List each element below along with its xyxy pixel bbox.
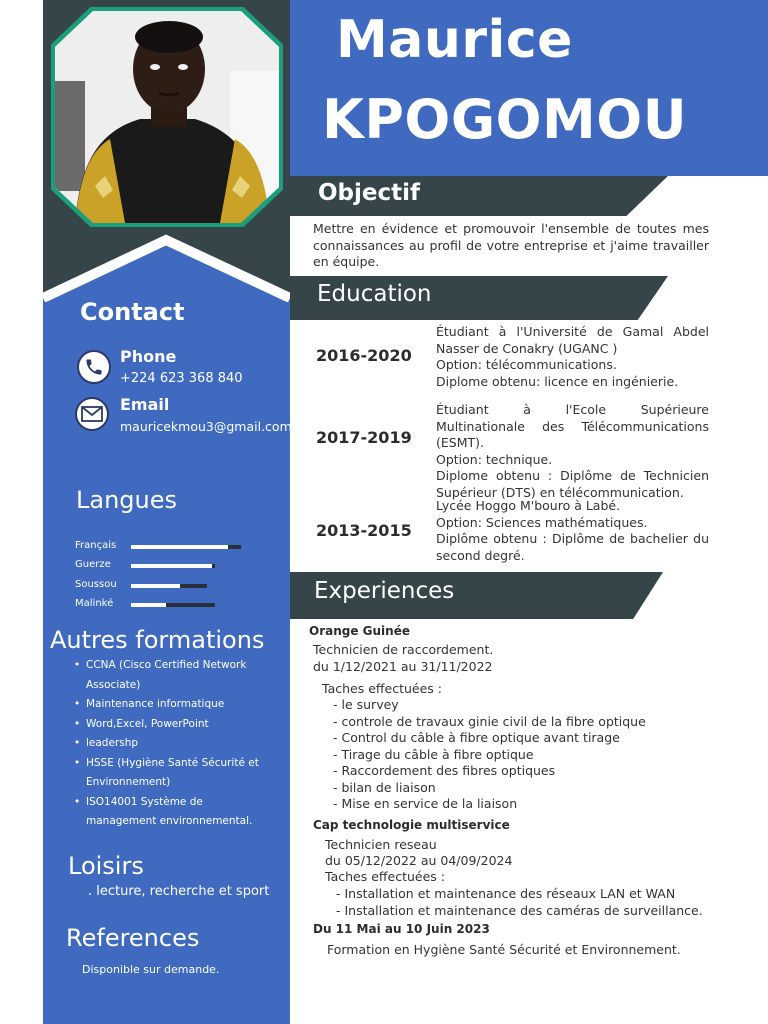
education-line: Option: technique. (436, 451, 553, 467)
language-row (75, 598, 275, 612)
experience-role: Technicien de raccordement. (313, 642, 494, 657)
experience-tasks-label: Taches effectuées : (322, 681, 442, 696)
education-description (436, 402, 709, 501)
education-years: 2017-2019 (316, 428, 412, 447)
education-line: Option: Sciences mathématiques. (436, 514, 648, 530)
list-item: - Tirage du câble à fibre optique (333, 747, 646, 764)
list-item: • ISO14001 Système de management environnemental. (72, 793, 272, 832)
language-row (75, 579, 275, 593)
language-level-fill (131, 545, 228, 549)
education-heading: Education (317, 281, 432, 307)
phone-icon (77, 350, 111, 384)
email-label: Email (120, 395, 170, 414)
experience-company: Orange Guinée (309, 624, 410, 638)
language-level-bar (131, 545, 241, 549)
education-line: Étudiant à l'Ecole Supérieure Multinationale des Télécommunications (ESMT). (436, 402, 709, 450)
email-address[interactable]: mauricekmou3@gmail.com (120, 419, 292, 434)
education-line: Diplôme obtenu : Diplôme de bachelier du second degré. (436, 531, 709, 563)
experience-tasks (333, 697, 646, 813)
experience-tasks-label: Taches effectuées : (325, 869, 445, 884)
first-name: Maurice (336, 10, 573, 70)
experience-description: Formation en Hygiène Santé Sécurité et Environnement. (327, 942, 681, 957)
language-level-bar (131, 564, 215, 568)
language-row (75, 559, 275, 573)
list-item: - le survey (333, 697, 646, 714)
language-level-fill (131, 564, 212, 568)
list-item: • leadershp (72, 734, 272, 754)
language-row (75, 540, 275, 554)
phone-label: Phone (120, 347, 177, 366)
experience-company: Du 11 Mai au 10 Juin 2023 (313, 922, 490, 936)
languages-heading: Langues (76, 486, 178, 514)
references-text: Disponible sur demande. (82, 963, 220, 976)
profile-photo-frame (51, 7, 283, 227)
list-item: • Maintenance informatique (72, 695, 272, 715)
list-item: - Installation et maintenance des caméras de surveillance. (336, 903, 703, 920)
list-item: - bilan de liaison (333, 780, 646, 797)
language-name: Soussou (75, 579, 117, 590)
envelope-icon (75, 397, 109, 431)
experience-period: du 05/12/2022 au 04/09/2024 (325, 853, 513, 868)
list-item: • CCNA (Cisco Certified Network Associate) (72, 656, 272, 695)
experience-tasks (336, 886, 703, 919)
experience-company: Cap technologie multiservice (313, 818, 510, 832)
language-name: Malinké (75, 598, 114, 609)
list-item: • HSSE (Hygiène Santé Sécurité et Environnement) (72, 754, 272, 793)
experience-role: Technicien reseau (325, 837, 437, 852)
phone-number[interactable]: +224 623 368 840 (120, 371, 243, 386)
objective-text: Mettre en évidence et promouvoir l'ensemble de toutes mes connaissances au profil de votre entreprise et j'aime travailler en équipe. (313, 221, 709, 269)
language-name: Guerze (75, 559, 111, 570)
education-line: Diplome obtenu : Diplôme de Technicien Supérieur (DTS) en télécommunication. (436, 468, 709, 500)
education-line: Diplome obtenu: licence en ingénierie. (436, 373, 679, 389)
education-line: Option: télécommunications. (436, 357, 617, 372)
language-level-bar (131, 584, 207, 588)
language-level-bar (131, 603, 215, 607)
language-level-fill (131, 584, 180, 588)
list-item: - Raccordement des fibres optiques (333, 763, 646, 780)
list-item: - controle de travaux ginie civil de la fibre optique (333, 714, 646, 731)
hobbies-text: . lecture, recherche et sport (88, 884, 270, 899)
list-item: - Control du câble à fibre optique avant tirage (333, 730, 646, 747)
other-trainings-heading: Autres formations (50, 626, 265, 654)
education-description (436, 498, 709, 564)
list-item: - Installation et maintenance des réseaux LAN et WAN (336, 886, 703, 903)
education-years: 2016-2020 (316, 346, 412, 365)
education-years: 2013-2015 (316, 521, 412, 540)
experiences-heading: Experiences (314, 578, 455, 604)
education-description (436, 324, 709, 390)
objective-heading: Objectif (318, 180, 421, 206)
hobbies-heading: Loisirs (68, 852, 144, 880)
last-name: KPOGOMOU (322, 88, 688, 151)
language-level-fill (131, 603, 166, 607)
contact-heading: Contact (80, 298, 185, 326)
list-item: • Word,Excel, PowerPoint (72, 715, 272, 735)
language-name: Français (75, 540, 117, 551)
profile-photo (55, 11, 279, 223)
other-trainings-list (72, 656, 272, 832)
education-line: Étudiant à l'Université de Gamal Abdel Nasser de Conakry (UGANC ) (436, 324, 709, 356)
experience-period: du 1/12/2021 au 31/11/2022 (313, 659, 493, 674)
references-heading: References (66, 924, 200, 952)
education-line: Lycée Hoggo M'bouro à Labé. (436, 498, 621, 513)
list-item: - Mise en service de la liaison (333, 796, 646, 813)
